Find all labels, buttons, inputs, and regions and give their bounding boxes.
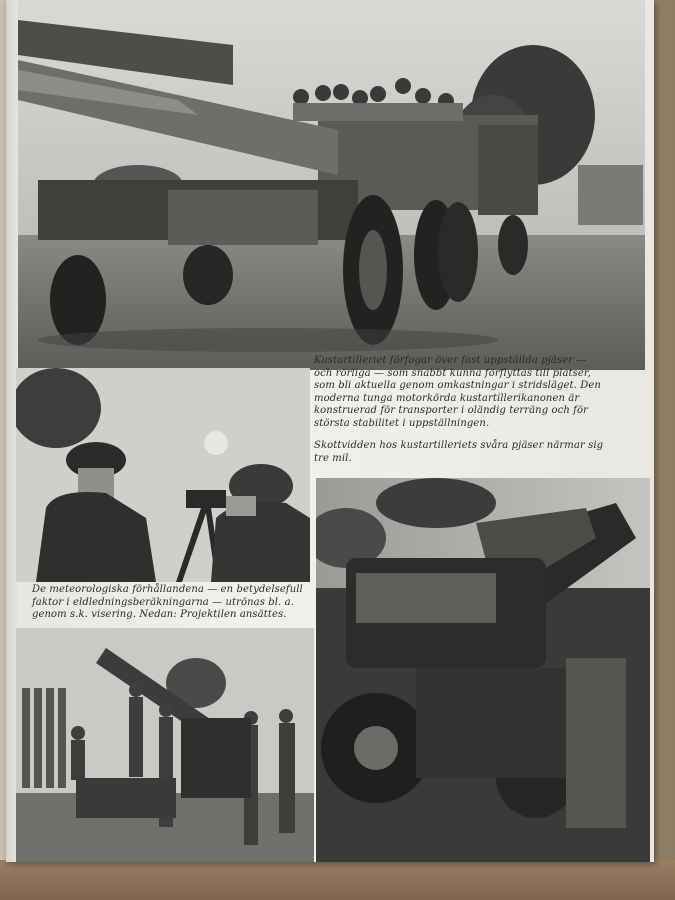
caption-range: Skottvidden hos kustartilleriets svåra pjäser närmar sig tre mil. bbox=[314, 440, 604, 464]
meteorology-image bbox=[16, 368, 310, 582]
caption-meteorology: De meteorologiska förhållandena — en betydelsefull faktor i eldledningsberäkningarna — utrönas bl. a. genom s.k. visering. Nedan: Projektilen ansättes. bbox=[32, 584, 303, 620]
photo-howitzer bbox=[316, 478, 650, 862]
photo-gun-crew bbox=[16, 628, 314, 862]
howitzer-image bbox=[316, 478, 650, 862]
gun-crew-image bbox=[16, 628, 314, 862]
gun-truck-image bbox=[18, 0, 645, 370]
photo-meteorology bbox=[16, 368, 310, 582]
table-edge bbox=[0, 860, 675, 900]
caption-meteorology-block bbox=[32, 584, 314, 632]
caption-main: Kustartilleriet förfogar över fast uppställda pjäser — och rörliga — som snabbt kunna förflyttas till platser, som bli aktuella genom omkastningar i stridsläget. Den moderna tunga motorkörda kustartillerikanonen är konstruerad för transporter i oländig terräng och för största stabilitet i uppställningen. bbox=[314, 355, 601, 429]
caption-main-block bbox=[314, 355, 606, 475]
magazine-page bbox=[6, 0, 654, 862]
photo-gun-truck bbox=[18, 0, 645, 370]
